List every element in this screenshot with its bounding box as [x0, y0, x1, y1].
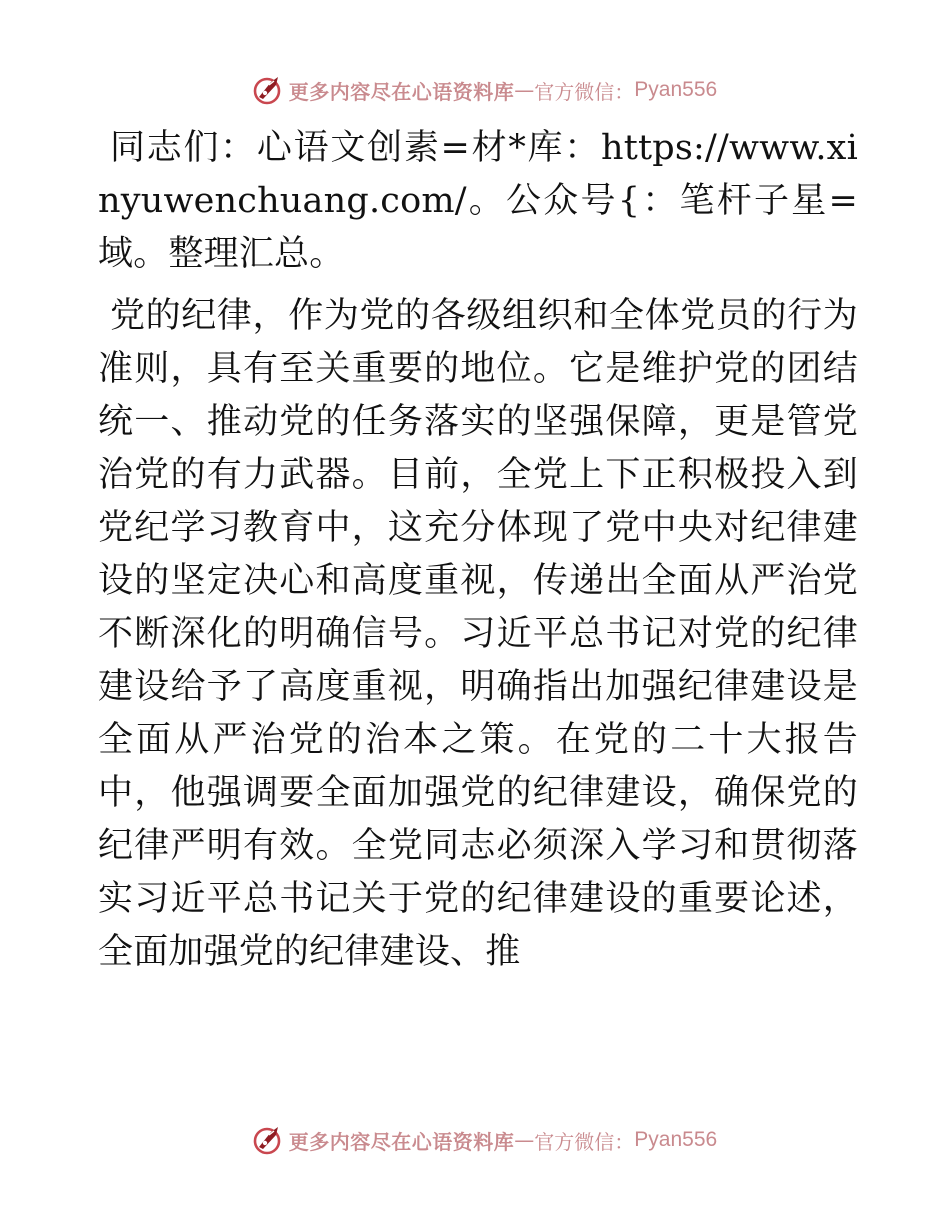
banner-content — [251, 1123, 717, 1157]
banner-promo-text: 更多内容尽在心语资料库 — [288, 79, 515, 104]
main-paragraph: 党的纪律，作为党的各级组织和全体党员的行为准则，具有至关重要的地位。它是维护党的团结统一、推动党的任务落实的坚强保障，更是管党治党的有力武器。目前，全党上下正积极投入到党纪学习教育中，这充分体现了党中央对纪律建设的坚定决心和高度重视，传递出全面从严治党不断深化的明确信号。习近平总书记对党的纪律建设给予了高度重视，明确指出加强纪律建设是全面从严治党的治本之策。在党的二十大报告中，他强调要全面加强党的纪律建设，确保党的纪律严明有效。全党同志必须深入学习和贯彻落实习近平总书记关于党的纪律建设的重要论述，全面加强党的纪律建设、推 — [98, 296, 858, 972]
banner-wechat-id: Pyan556 — [634, 1128, 718, 1151]
banner-wechat-label: 官方微信： — [534, 1129, 635, 1154]
header-banner — [0, 70, 950, 110]
banner-content — [251, 73, 717, 107]
pen-nib-logo-icon — [251, 73, 285, 107]
banner-wechat-id: Pyan556 — [634, 78, 718, 101]
document-body — [98, 122, 858, 979]
banner-dash: — — [514, 78, 535, 102]
banner-promo-text: 更多内容尽在心语资料库 — [288, 1129, 515, 1154]
intro-paragraph: 同志们：心语文创素=材*库：https://www.xinyuwenchuang.com/。公众号{：笔杆子星=域。整理汇总。 — [98, 128, 858, 274]
pen-nib-logo-icon — [251, 1123, 285, 1157]
banner-dash: — — [514, 1128, 535, 1152]
banner-wechat-label: 官方微信： — [534, 79, 635, 104]
footer-banner — [0, 1120, 950, 1160]
